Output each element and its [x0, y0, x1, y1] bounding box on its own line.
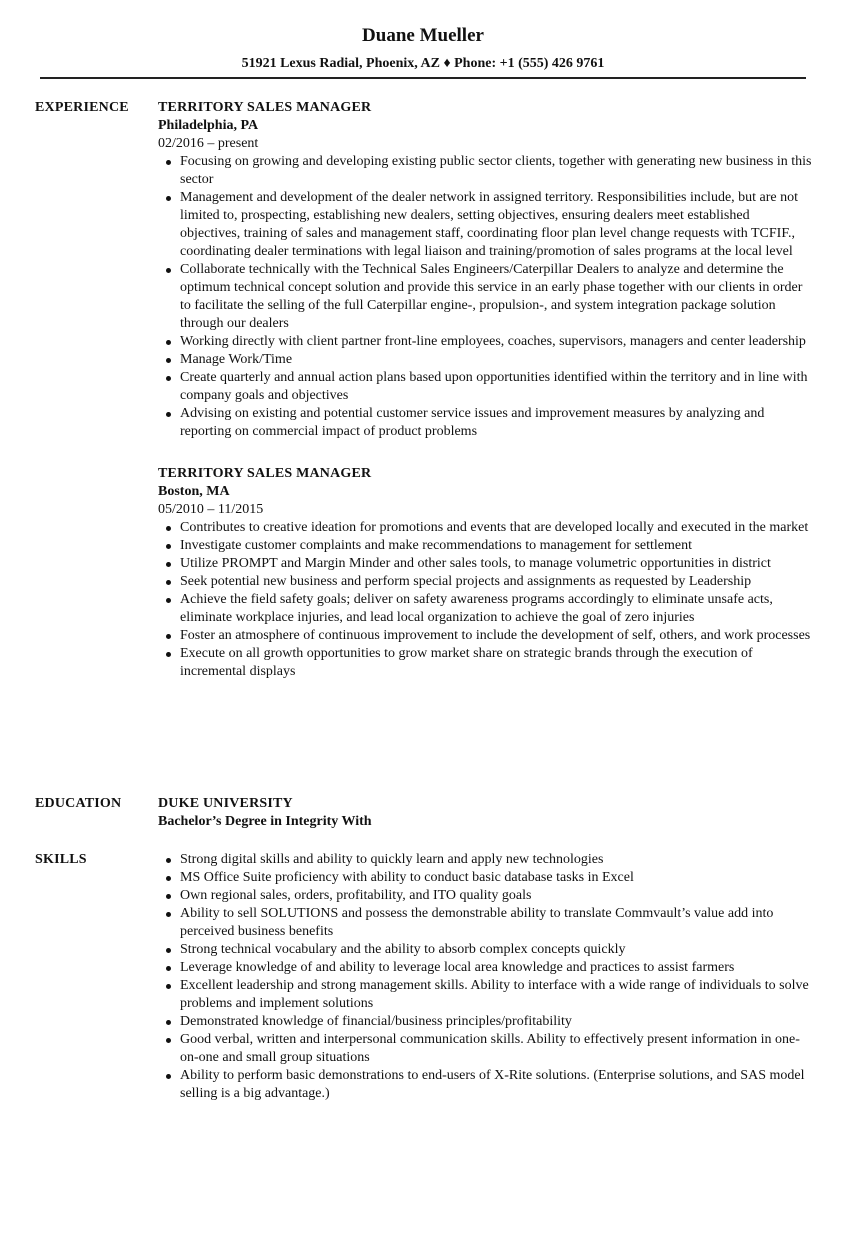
- list-item: Own regional sales, orders, profitability, and ITO quality goals: [158, 887, 813, 905]
- job-dates: 05/2010 – 11/2015: [158, 502, 264, 517]
- resume-header: [0, 22, 860, 73]
- list-item: Good verbal, written and interpersonal communication skills. Ability to effectively present information in one-on-one and small group situations: [158, 1031, 813, 1067]
- job-title: TERRITORY SALES MANAGER: [158, 100, 372, 115]
- list-item: MS Office Suite proficiency with ability to conduct basic database tasks in Excel: [158, 869, 813, 887]
- job-dates: 02/2016 – present: [158, 136, 259, 151]
- job-location: Philadelphia, PA: [158, 118, 259, 133]
- job-bullets: [158, 153, 813, 441]
- job-entry: [158, 99, 813, 441]
- list-item: Foster an atmosphere of continuous improvement to include the development of self, others, and work processes: [158, 627, 813, 645]
- list-item: Leverage knowledge of and ability to leverage local area knowledge and practices to assist farmers: [158, 959, 813, 977]
- job-bullets: [158, 519, 813, 681]
- skills-list: [158, 851, 813, 1103]
- section-title: EXPERIENCE: [35, 100, 129, 115]
- list-item: Advising on existing and potential customer service issues and improvement measures by analyzing and reporting on commercial impact of product problems: [158, 405, 813, 441]
- degree-name: Bachelor’s Degree in Integrity With: [158, 814, 372, 829]
- list-item: Utilize PROMPT and Margin Minder and other sales tools, to manage volumetric opportunities in district: [158, 555, 813, 573]
- list-item: Strong technical vocabulary and the ability to absorb complex concepts quickly: [158, 941, 813, 959]
- list-item: Achieve the field safety goals; deliver on safety awareness programs accordingly to eliminate unsafe acts, eliminate workplace injuries, and lead local organization to achieve the goal of zero injuries: [158, 591, 813, 627]
- list-item: Create quarterly and annual action plans based upon opportunities identified within the territory and in line with company goals and objectives: [158, 369, 813, 405]
- list-item: Execute on all growth opportunities to grow market share on strategic brands through the execution of incremental displays: [158, 645, 813, 681]
- job-location: Boston, MA: [158, 484, 230, 499]
- education-entry: [158, 795, 813, 831]
- school-name: DUKE UNIVERSITY: [158, 796, 293, 811]
- job-entry: [158, 465, 813, 681]
- candidate-name: Duane Mueller: [362, 25, 484, 46]
- job-title: TERRITORY SALES MANAGER: [158, 466, 372, 481]
- list-item: Demonstrated knowledge of financial/business principles/profitability: [158, 1013, 813, 1031]
- list-item: Seek potential new business and perform special projects and assignments as requested by Leadership: [158, 573, 813, 591]
- header-divider: [40, 77, 806, 79]
- list-item: Excellent leadership and strong management skills. Ability to interface with a wide range of individuals to solve problems and implement solutions: [158, 977, 813, 1013]
- list-item: Investigate customer complaints and make recommendations to management for settlement: [158, 537, 813, 555]
- list-item: Contributes to creative ideation for promotions and events that are developed locally and executed in the market: [158, 519, 813, 537]
- list-item: Management and development of the dealer network in assigned territory. Responsibilities include, but are not limited to, prospecting, establishing new dealers, setting objectives, ensuring dealers meet established objectives, training of sales and management staff, coordinating floor plan level change requests with TCFIF., coordinating dealer terminations with legal liaison and training/promotion of sales programs at the local level: [158, 189, 813, 261]
- section-title: EDUCATION: [35, 796, 122, 811]
- list-item: Strong digital skills and ability to quickly learn and apply new technologies: [158, 851, 813, 869]
- section-title: SKILLS: [35, 852, 87, 867]
- experience-list: [158, 99, 813, 705]
- list-item: Focusing on growing and developing existing public sector clients, together with generating new business in this sector: [158, 153, 813, 189]
- list-item: Collaborate technically with the Technical Sales Engineers/Caterpillar Dealers to analyze and determine the optimum technical concept solution and provide this service in an early phase together with our clients in order to facilitate the selling of the full Caterpillar engine-, propulsion-, and system integration package solution through our dealers: [158, 261, 813, 333]
- list-item: Manage Work/Time: [158, 351, 813, 369]
- list-item: Ability to sell SOLUTIONS and possess the demonstrable ability to translate Commvault’s value add into perceived business benefits: [158, 905, 813, 941]
- skills-bullets: [158, 851, 813, 1103]
- contact-line: 51921 Lexus Radial, Phoenix, AZ ♦ Phone: +1 (555) 426 9761: [241, 56, 605, 71]
- list-item: Ability to perform basic demonstrations to end-users of X-Rite solutions. (Enterprise solutions, and SAS model selling is a big advantage.): [158, 1067, 813, 1103]
- list-item: Working directly with client partner front-line employees, coaches, supervisors, managers and center leadership: [158, 333, 813, 351]
